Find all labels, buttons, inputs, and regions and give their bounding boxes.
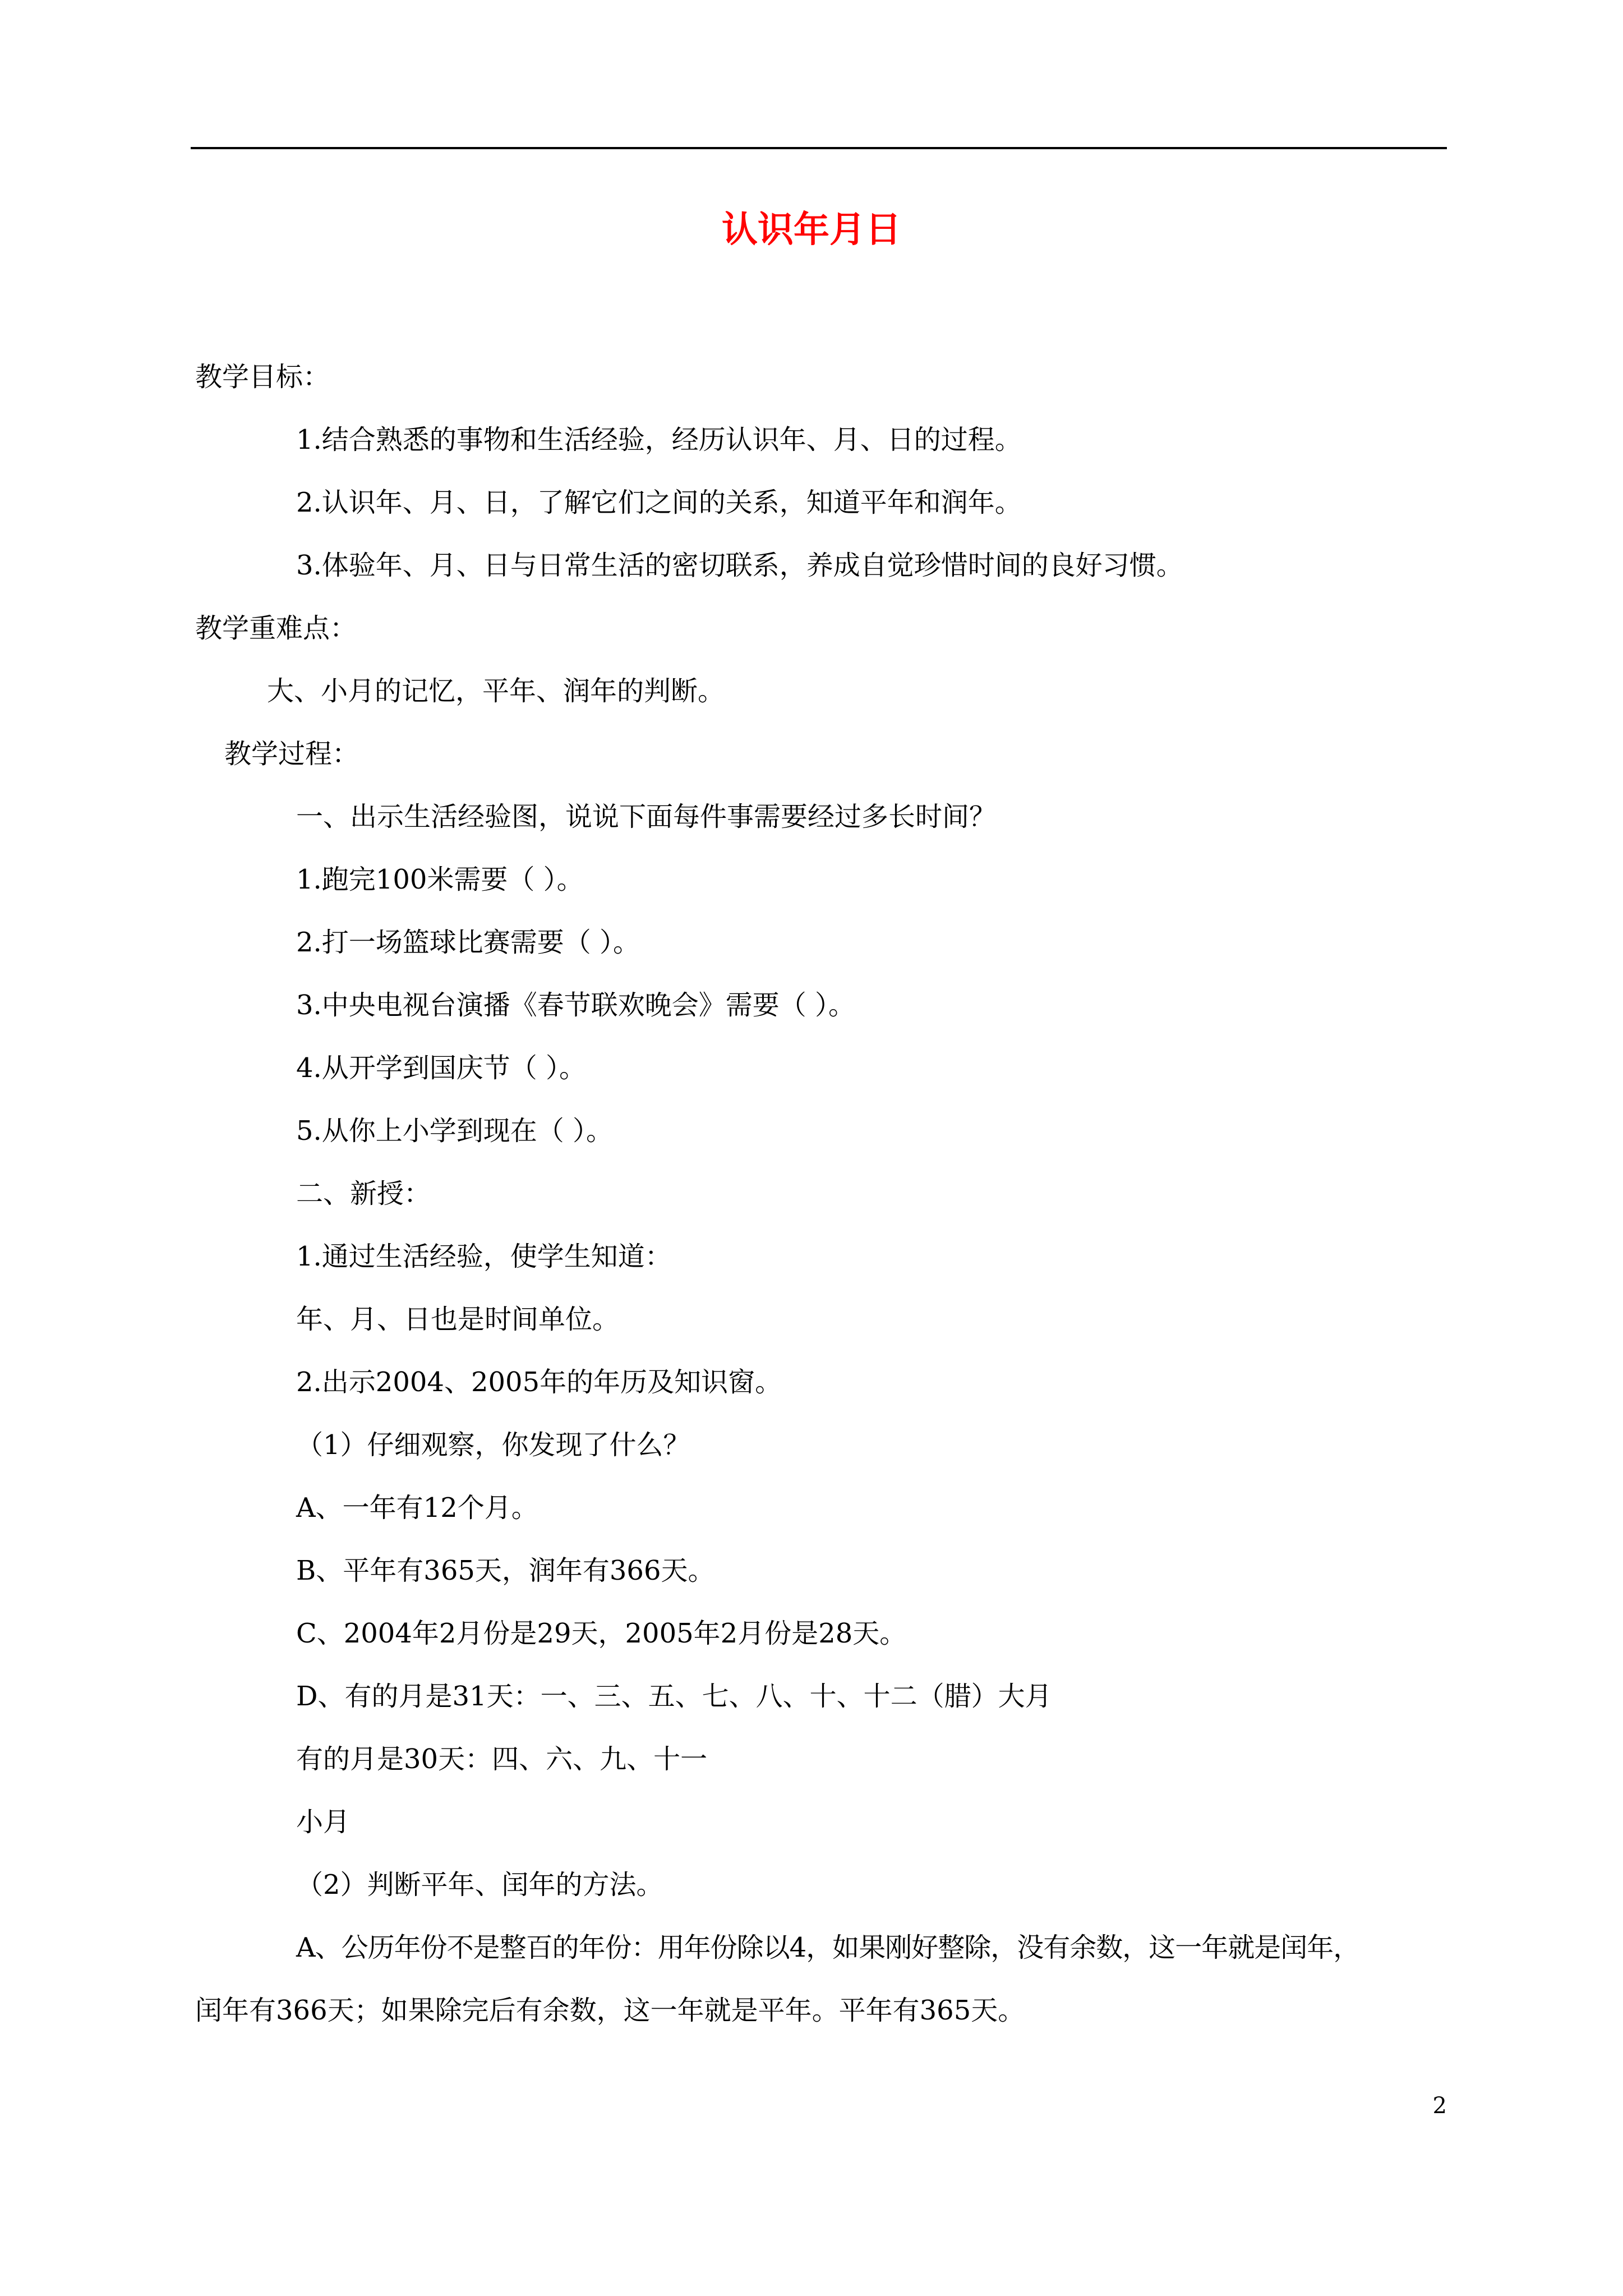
process-heading: 教学过程： bbox=[224, 738, 359, 770]
page-number: 2 bbox=[1432, 2093, 1447, 2119]
goal-item-3: 3.体验年、月、日与日常生活的密切联系，养成自觉珍惜时间的良好习惯。 bbox=[296, 550, 1183, 581]
part1-heading: 一、出示生活经验图，说说下面每件事需要经过多长时间？ bbox=[296, 801, 997, 832]
part2-step1-detail: 年、月、日也是时间单位。 bbox=[296, 1304, 620, 1335]
part1-item-1: 1.跑完100米需要（ ）。 bbox=[296, 864, 584, 895]
key-points-text: 大、小月的记忆，平年、润年的判断。 bbox=[267, 675, 725, 707]
goals-heading: 教学目标： bbox=[195, 361, 330, 393]
finding-b: B、平年有365天，润年有366天。 bbox=[296, 1555, 715, 1586]
part2-step2: 2.出示2004、2005年的年历及知识窗。 bbox=[296, 1366, 782, 1398]
finding-d: D、有的月是31天：一、三、五、七、八、十、十二（腊）大月 bbox=[296, 1681, 1052, 1712]
part1-item-3: 3.中央电视台演播《春节联欢晚会》需要（ ）。 bbox=[296, 990, 856, 1021]
method-a-line1: A、公历年份不是整百的年份：用年份除以4，如果刚好整除，没有余数，这一年就是闰年， bbox=[296, 1932, 1360, 1963]
part2-judge: （2）判断平年、闰年的方法。 bbox=[296, 1869, 663, 1901]
document-title: 认识年月日 bbox=[722, 209, 901, 251]
finding-d-small-month: 小月 bbox=[296, 1806, 351, 1838]
part2-heading: 二、新授： bbox=[296, 1178, 431, 1209]
finding-a: A、一年有12个月。 bbox=[296, 1492, 538, 1524]
goal-item-2: 2.认识年、月、日，了解它们之间的关系，知道平年和润年。 bbox=[296, 487, 1022, 518]
header-rule bbox=[191, 147, 1447, 149]
part2-observe: （1）仔细观察，你发现了什么？ bbox=[296, 1429, 690, 1461]
part1-item-2: 2.打一场篮球比赛需要（ ）。 bbox=[296, 927, 640, 958]
key-points-heading: 教学重难点： bbox=[195, 613, 357, 644]
part1-item-5: 5.从你上小学到现在（ ）。 bbox=[296, 1115, 614, 1147]
method-a-line2: 闰年有366天；如果除完后有余数，这一年就是平年。平年有365天。 bbox=[195, 1995, 1025, 2026]
part2-step1: 1.通过生活经验，使学生知道： bbox=[296, 1241, 672, 1272]
goal-item-1: 1.结合熟悉的事物和生活经验，经历认识年、月、日的过程。 bbox=[296, 424, 1022, 455]
finding-d-30-days: 有的月是30天：四、六、九、十一 bbox=[296, 1743, 708, 1775]
part1-item-4: 4.从开学到国庆节（ ）。 bbox=[296, 1052, 587, 1084]
finding-c: C、2004年2月份是29天，2005年2月份是28天。 bbox=[296, 1618, 907, 1649]
